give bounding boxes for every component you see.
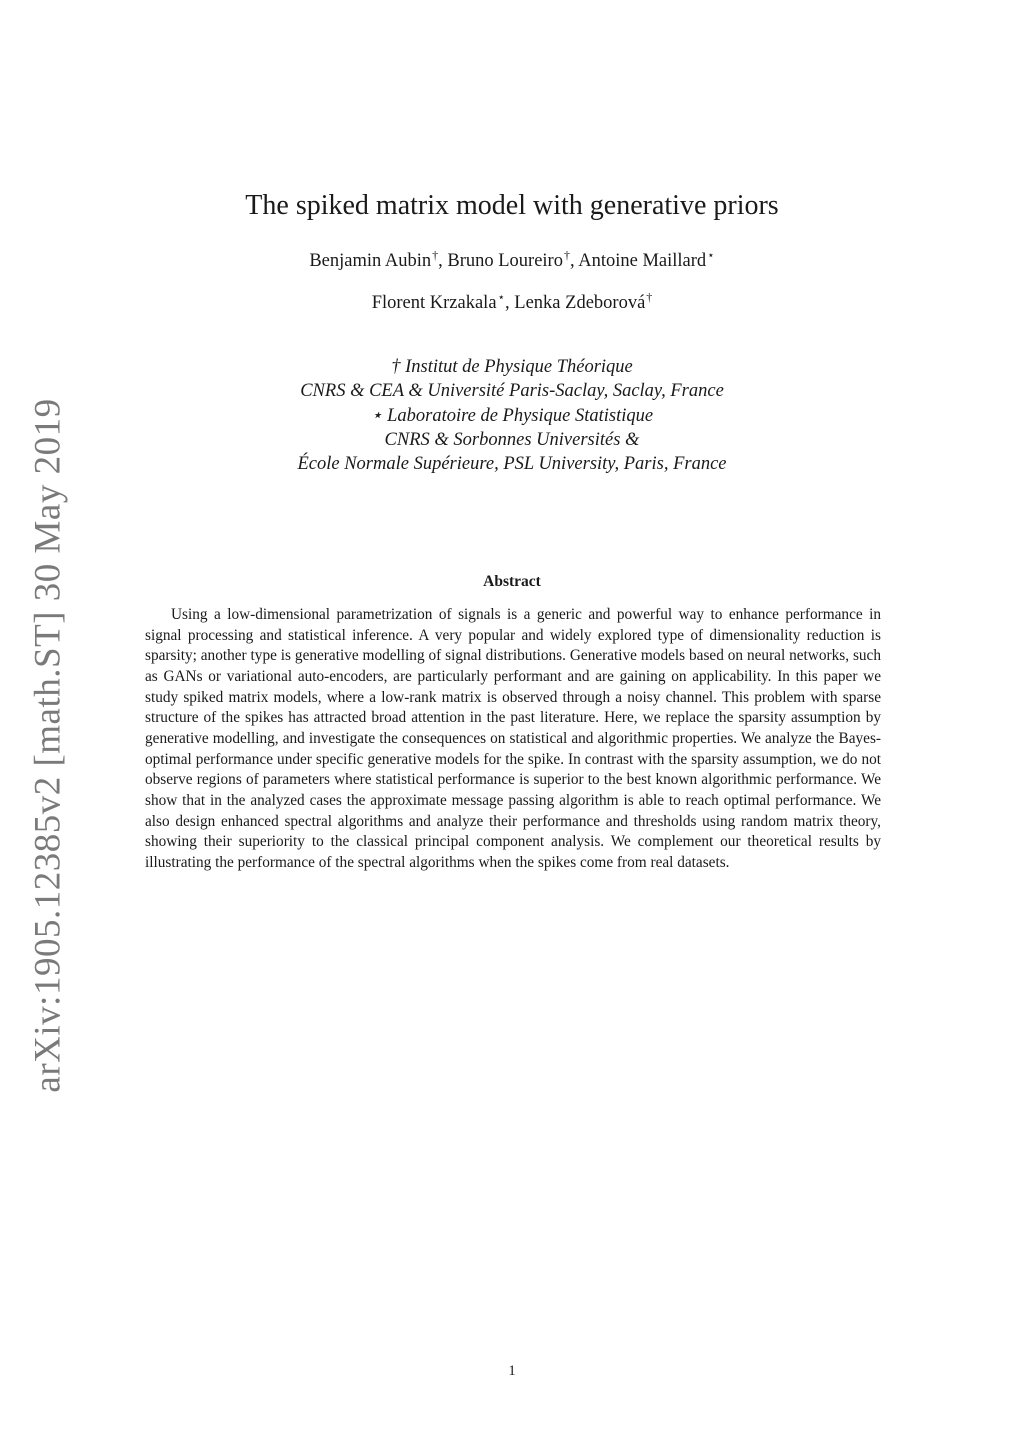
author-separator: , bbox=[438, 251, 448, 271]
affiliation-mark: ⋆ bbox=[707, 248, 715, 262]
affiliation-mark: † bbox=[646, 290, 653, 304]
author-separator: , bbox=[505, 293, 515, 313]
author-name: Florent Krzakala bbox=[371, 293, 497, 313]
abstract-body: Using a low-dimensional parametrization of signals is a generic and powerful way to enhance performance in signal processing and statistical inference. A very popular and widely explored type of dimensionality reduction is sparsity; another type is generative modelling of signal distributions. Generative models based on neural networks, such as GANs or variational auto-encoders, are particularly performant and are gaining on applicability. In this paper we study spiked matrix models, where a low-rank matrix is observed through a noisy channel. This problem with sparse structure of the spikes has attracted broad attention in the past literature. Here, we replace the sparsity assumption by generative modelling, and investigate the consequences on statistical and algorithmic properties. We analyze the Bayes-optimal performance under specific generative models for the spike. In contrast with the sparsity assumption, we do not observe regions of parameters where statistical performance is superior to the best known algorithmic performance. We show that in the analyzed cases the approximate message passing algorithm is able to reach optimal performance. We also design enhanced spectral algorithms and analyze their performance and thresholds using random matrix theory, showing their superiority to the classical principal component analysis. We complement our theoretical results by illustrating the performance of the spectral algorithms when the spikes come from real datasets. bbox=[145, 606, 881, 871]
author-name: Benjamin Aubin bbox=[309, 251, 432, 271]
author-line-2 bbox=[0, 290, 1024, 314]
paper-title: The spiked matrix model with generative priors bbox=[245, 190, 779, 221]
affiliations bbox=[0, 355, 1024, 476]
author-name: Bruno Loureiro bbox=[447, 251, 563, 271]
author-separator: , bbox=[569, 251, 579, 271]
arxiv-stamp bbox=[24, 397, 72, 1093]
author-line-1 bbox=[0, 248, 1024, 272]
affiliation-line: CNRS & Sorbonnes Universités & bbox=[384, 429, 640, 450]
abstract-heading: Abstract bbox=[483, 573, 541, 590]
affiliation-line: † Institut de Physique Théorique bbox=[391, 357, 633, 377]
affiliation-line: ⋆ Laboratoire de Physique Statistique bbox=[370, 405, 654, 426]
author-name: Antoine Maillard bbox=[578, 251, 707, 271]
affiliation-line: CNRS & CEA & Université Paris-Saclay, Saclay, France bbox=[300, 381, 724, 402]
arxiv-identifier: arXiv:1905.12385v2 [math.ST] 30 May 2019 bbox=[27, 397, 69, 1093]
affiliation-line: École Normale Supérieure, PSL University, Paris, France bbox=[297, 454, 727, 475]
affiliation-mark: † bbox=[432, 248, 439, 262]
affiliation-mark: ⋆ bbox=[497, 290, 506, 304]
page-number: 1 bbox=[508, 1363, 516, 1379]
affiliation-mark: † bbox=[563, 248, 570, 262]
author-name: Lenka Zdeborová bbox=[514, 293, 646, 313]
